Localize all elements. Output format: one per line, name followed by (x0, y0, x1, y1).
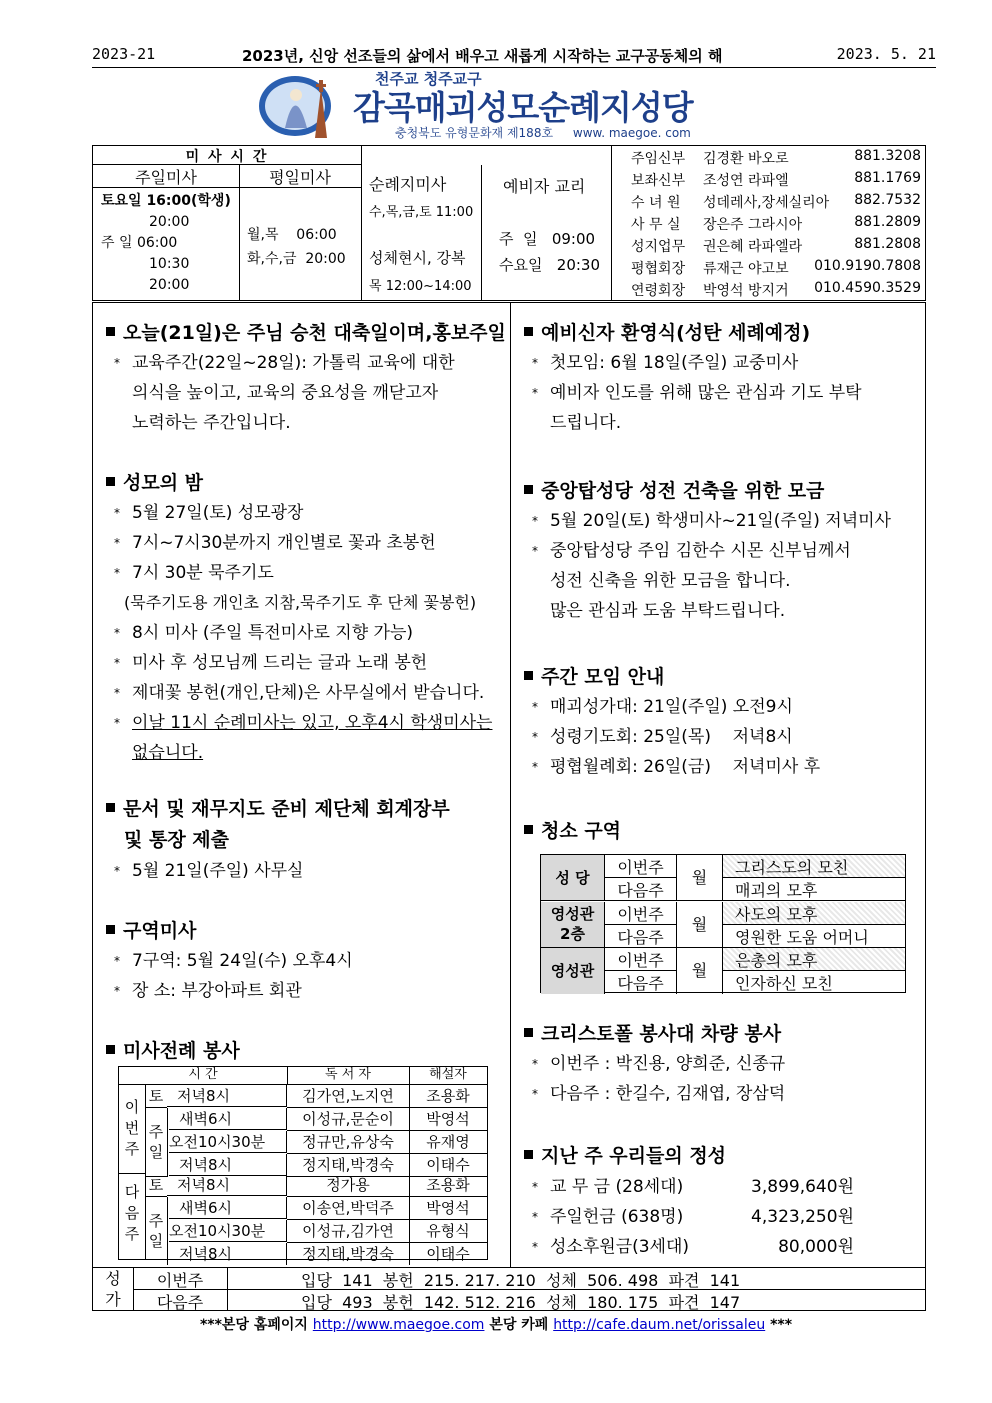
offering-label: 주일헌금 (638명) (550, 1207, 684, 1227)
mary-night-line: * 7시~7시30분까지 개인별로 꽃과 초봉헌 (114, 533, 436, 553)
service-time: 새벽6시 (169, 1197, 287, 1219)
catechumen-welcome-line: * 예비자 인도를 위해 많은 관심과 기도 부탁 (532, 383, 862, 403)
yearly-motto: 2023년, 신앙 선조들의 삶에서 배우고 새롭게 시작하는 교구공동체의 해 (242, 47, 723, 65)
driving-text: 다음주 : 한길수, 김재엽, 장삼덕 (550, 1084, 786, 1104)
offering-amount: 80,000원 (778, 1237, 854, 1257)
cleaning-next-week: 다음주 (605, 878, 677, 901)
staff-role: 연령회장 (631, 283, 686, 299)
staff-role: 보좌신부 (631, 173, 686, 189)
mary-night-line: * 7시 30분 묵주기도 (114, 563, 274, 583)
issue-number: 2023-21 (92, 45, 156, 63)
driving-line: * 이번주 : 박진용, 양희준, 신종규 (532, 1054, 786, 1074)
service-commentator: 박영석 (409, 1108, 487, 1131)
footer-suffix: *** (770, 1317, 793, 1333)
documents-line: * 5월 21일(주일) 사무실 (114, 861, 304, 881)
staff-list (617, 146, 925, 300)
hymn-numbers-line: 입당 141 봉헌 215. 217. 210 성체 506. 498 파견 141 (301, 1271, 741, 1290)
fundraising-title-text: 중앙탑성당 성전 건축을 위한 모금 (541, 480, 825, 502)
offering-amount: 3,899,640원 (751, 1177, 854, 1197)
fundraising-line: 성전 신축을 위한 모금을 합니다. (550, 571, 791, 591)
mary-night-text: 8시 미사 (주일 특전미사로 지향 가능) (132, 623, 414, 643)
fundraising-line: * 5월 20일(토) 학생미사~21일(주일) 저녁미사 (532, 511, 891, 531)
diocese-name: 천주교 청주교구 (375, 70, 482, 88)
next-week-label: 다음주 (124, 1183, 140, 1243)
staff-role: 사 무 실 (631, 217, 681, 233)
service-commentator: 유재영 (409, 1131, 487, 1154)
mary-night-text: 없습니다. (132, 743, 204, 763)
cleaning-title-text: 청소 구역 (541, 820, 622, 842)
service-readers: 이성규,문순이 (287, 1108, 410, 1131)
cleaning-group-next: 영원한 도움 어머니 (723, 925, 905, 948)
cleaning-table (540, 854, 906, 993)
weekly-meetings-title-text: 주간 모임 안내 (541, 666, 665, 688)
service-time: 오전10시30분 (169, 1220, 287, 1242)
footer (0, 1314, 992, 1334)
cafe-link[interactable]: http://cafe.daum.net/orissaleu (553, 1317, 766, 1333)
district-mass-line: * 장 소: 부강아파트 회관 (114, 981, 302, 1001)
driving-line: * 다음주 : 한길수, 김재엽, 장삼덕 (532, 1084, 786, 1104)
offering-row: * 주일헌금 (638명) (532, 1207, 684, 1227)
weekday-line: 화,수,금 20:00 (247, 251, 346, 267)
documents-text: 5월 21일(주일) 사무실 (132, 861, 304, 881)
meeting-line: * 평협월례회: 26일(금) 저녁미사 후 (532, 757, 821, 777)
fundraising-text: 5월 20일(토) 학생미사~21일(주일) 저녁미사 (550, 511, 891, 531)
staff-role: 주임신부 (631, 151, 686, 167)
mary-night-line (132, 738, 203, 768)
section-title-weekly-meetings (524, 662, 664, 689)
issue-header-line (92, 45, 936, 68)
service-time: 저녁8시 (169, 1243, 287, 1265)
cleaning-next-week: 다음주 (605, 971, 677, 994)
mary-night-text: 이날 11시 순례미사는 있고, 오후4시 학생미사는 (132, 713, 493, 733)
district-mass-line: * 7구역: 5월 24일(수) 오후4시 (114, 951, 353, 971)
catechumen-welcome-text: 첫모임: 6월 18일(주일) 교중미사 (550, 353, 799, 373)
cleaning-month-label: 월 (677, 948, 723, 994)
church-logo-icon (255, 68, 350, 140)
cleaning-month-label: 월 (677, 855, 723, 901)
staff-phone: 010.4590.3529 (814, 280, 921, 296)
offerings-title-text: 지난 주 우리들의 정성 (541, 1145, 727, 1167)
mary-night-title-text: 성모의 밤 (123, 472, 204, 494)
mary-night-line: * 이날 11시 순례미사는 있고, 오후4시 학생미사는 (114, 713, 493, 733)
meeting-line: * 성령기도회: 25일(목) 저녁8시 (532, 727, 793, 747)
feast-line: 노력하는 주간입니다. (132, 413, 291, 433)
offering-label: 성소후원금(3세대) (550, 1237, 690, 1257)
driving-text: 이번주 : 박진용, 양희준, 신종규 (550, 1054, 786, 1074)
staff-phone: 881.2809 (854, 214, 921, 230)
service-time: 저녁8시 (167, 1174, 287, 1196)
liturgy-service-title-text: 미사전례 봉사 (123, 1040, 240, 1062)
mary-night-text: 제대꽃 봉헌(개인,단체)은 사무실에서 받습니다. (132, 683, 485, 703)
cleaning-place: 영성관 2층 (541, 902, 605, 948)
hymn-numbers-line: 입당 493 봉헌 142. 512. 216 성체 180. 175 파견 147 (301, 1293, 741, 1312)
section-title-feast (106, 318, 506, 345)
header-reader: 독 서 자 (287, 1067, 410, 1085)
service-readers: 정지태,박경숙 (287, 1243, 410, 1265)
meeting-text: 평협월례회: 26일(금) 저녁미사 후 (550, 757, 821, 777)
offering-row: * 교 무 금 (28세대) (532, 1177, 684, 1197)
homepage-link[interactable]: http://www.maegoe.com (312, 1317, 485, 1333)
feast-text: 교육주간(22일~28일): 가톨릭 교육에 대한 (132, 353, 455, 373)
staff-phone: 881.2808 (854, 236, 921, 252)
staff-name: 성데레사,장세실리아 (703, 195, 830, 211)
sunday-line: 주 일 06:00 (101, 235, 178, 251)
feast-line: * 교육주간(22일~28일): 가톨릭 교육에 대한 (114, 353, 455, 373)
sunday-line: 10:30 (149, 256, 190, 272)
service-time: 새벽6시 (169, 1108, 287, 1130)
sunday-line: 20:00 (149, 277, 190, 293)
district-mass-title-text: 구역미사 (123, 920, 197, 942)
cleaning-this-week: 이번주 (605, 855, 677, 878)
staff-name: 류재근 야고보 (703, 261, 789, 277)
section-title-district-mass (106, 916, 196, 943)
section-title-offerings (524, 1141, 726, 1168)
mary-night-text: (묵주기도용 개인초 지참,묵주기도 후 단체 꽃봉헌) (124, 593, 477, 612)
driving-service-title-text: 크리스토폴 봉사대 차량 봉사 (541, 1023, 782, 1045)
mary-night-line (124, 588, 476, 618)
service-readers: 정규만,유상숙 (287, 1131, 410, 1154)
hymn-week-label: 다음주 (133, 1290, 228, 1310)
liturgy-service-table (118, 1066, 488, 1263)
section-title-mary-night (106, 468, 203, 495)
pilgrim-mass-time: 수,목,금,토 11:00 (369, 205, 474, 220)
issue-date: 2023. 5. 21 (836, 45, 936, 63)
documents-title-second-line: 및 통장 제출 (124, 829, 229, 851)
mary-night-text: 7시 30분 묵주기도 (132, 563, 274, 583)
cleaning-next-week: 다음주 (605, 925, 677, 948)
service-readers: 정가용 (287, 1174, 410, 1197)
weekday-mass-head: 평일미사 (239, 165, 362, 188)
staff-role: 수 녀 원 (631, 195, 681, 211)
offering-label: 교 무 금 (28세대) (550, 1177, 684, 1197)
catechumen-welcome-line: 드립니다. (550, 413, 622, 433)
header-website: www. maegoe. com (572, 126, 691, 140)
section-title-cleaning (524, 816, 621, 843)
fundraising-line: 많은 관심과 도움 부탁드립니다. (550, 601, 786, 621)
staff-phone: 881.1769 (854, 170, 921, 186)
staff-role: 성지업무 (631, 239, 686, 255)
staff-name: 김경환 바오로 (703, 151, 789, 167)
service-readers: 이송연,박덕주 (287, 1197, 410, 1220)
section-title-documents (106, 794, 450, 821)
sunday-mass-head: 주일미사 (93, 165, 240, 188)
sunday-label: 주일 (148, 1212, 164, 1250)
mary-night-line: * 미사 후 성모님께 드리는 글과 노래 봉헌 (114, 653, 428, 673)
staff-name: 권은혜 라파엘라 (703, 239, 803, 255)
fundraising-text: 중앙탑성당 주임 김한수 시몬 신부님께서 (550, 541, 851, 561)
mary-night-text: 5월 27일(토) 성모광장 (132, 503, 304, 523)
saturday-label: 토 (145, 1174, 167, 1197)
cleaning-month-label: 월 (677, 902, 723, 948)
cleaning-group-next: 매괴의 모후 (723, 878, 905, 901)
hymn-numbers-box (92, 1267, 926, 1311)
header-commentator: 해설자 (409, 1067, 487, 1085)
service-commentator: 유형식 (409, 1220, 487, 1243)
service-readers: 정지태,박경숙 (287, 1154, 410, 1177)
staff-phone: 881.3208 (854, 148, 921, 164)
feast-title-text: 오늘(21일)은 주님 승천 대축일이며,홍보주일 (123, 322, 506, 344)
header-time: 시 간 (119, 1067, 288, 1085)
footer-prefix: ***본당 홈페이지 (199, 1317, 308, 1333)
mass-times-box (92, 145, 926, 301)
mary-night-line: * 5월 27일(토) 성모광장 (114, 503, 304, 523)
service-commentator: 이태수 (426, 1245, 470, 1263)
section-title-liturgy-service (106, 1036, 240, 1063)
mary-night-line: * 제대꽃 봉헌(개인,단체)은 사무실에서 받습니다. (114, 683, 485, 703)
hymn-week-label: 이번주 (133, 1268, 228, 1290)
meeting-text: 매괴성가대: 21일(주일) 오전9시 (550, 697, 793, 717)
offering-row: * 성소후원금(3세대) (532, 1237, 690, 1257)
district-mass-text: 장 소: 부강아파트 회관 (132, 981, 302, 1001)
catechumen-head: 예비자 교리 (503, 177, 586, 196)
saturday-label: 토 (145, 1085, 167, 1108)
mary-night-line: * 8시 미사 (주일 특전미사로 지향 가능) (114, 623, 414, 643)
service-commentator: 조용화 (409, 1174, 487, 1197)
column-divider (510, 303, 511, 1267)
mass-times-title: 미 사 시 간 (93, 146, 361, 165)
catechumen-wednesday: 수요일 20:30 (499, 256, 601, 274)
staff-phone: 010.9190.7808 (814, 258, 921, 274)
service-commentator: 이태수 (409, 1154, 487, 1177)
staff-name: 조성연 라파엘 (703, 173, 789, 189)
cleaning-place: 성 당 (541, 855, 605, 901)
catechumen-welcome-line: * 첫모임: 6월 18일(주일) 교중미사 (532, 353, 799, 373)
service-readers: 김가연,노지연 (287, 1085, 410, 1108)
documents-title-text: 문서 및 재무지도 준비 제단체 회계장부 (123, 798, 450, 820)
staff-name: 박영석 방지거 (703, 283, 789, 299)
cleaning-place: 영성관 (541, 948, 605, 994)
service-commentator: 조용화 (409, 1085, 487, 1108)
cleaning-this-week: 이번주 (605, 948, 677, 971)
catechumen-welcome-text: 예비자 인도를 위해 많은 관심과 기도 부탁 (550, 383, 862, 403)
weekday-line: 월,목 06:00 (247, 227, 337, 243)
mary-night-text: 미사 후 성모님께 드리는 글과 노래 봉헌 (132, 653, 428, 673)
district-mass-text: 7구역: 5월 24일(수) 오후4시 (132, 951, 353, 971)
section-title-driving-service (524, 1019, 781, 1046)
this-week-label: 이번주 (124, 1098, 140, 1158)
left-column (106, 318, 506, 345)
hymn-label: 성가 (105, 1269, 121, 1309)
sunday-line: 20:00 (149, 214, 190, 230)
staff-phone: 882.7532 (854, 192, 921, 208)
staff-role: 평협회장 (631, 261, 686, 277)
heritage-label: 충청북도 유형문화재 제188호 (395, 126, 554, 140)
offering-amount: 4,323,250원 (751, 1207, 854, 1227)
staff-name: 장은주 그라시아 (703, 217, 803, 233)
church-name: 감곡매괴성모순례지성당 (353, 88, 693, 127)
mary-night-text: 7시~7시30분까지 개인별로 꽃과 초봉헌 (132, 533, 436, 553)
cleaning-this-week: 이번주 (605, 902, 677, 925)
church-header (255, 68, 775, 143)
feast-line: 의식을 높이고, 교육의 중요성을 깨닫고자 (132, 383, 439, 403)
service-time: 오전10시30분 (169, 1131, 287, 1153)
pilgrim-mass-head: 순례지미사 (369, 175, 447, 194)
meeting-text: 성령기도회: 25일(목) 저녁8시 (550, 727, 793, 747)
sunday-line: 토요일 16:00(학생) (101, 193, 231, 209)
section-title-catechumen-welcome (524, 318, 810, 345)
service-readers: 이성규,김가연 (287, 1220, 410, 1243)
adoration-time: 목 12:00~14:00 (369, 279, 472, 294)
section-title-fundraising (524, 476, 824, 503)
catechumen-welcome-title-text: 예비신자 환영식(성탄 세례예정) (541, 322, 811, 344)
fundraising-line: * 중앙탑성당 주임 김한수 시몬 신부님께서 (532, 541, 851, 561)
adoration-head: 성체현시, 강복 (369, 249, 466, 267)
cleaning-group-this: 은총의 모후 (723, 948, 905, 971)
cleaning-group-next: 인자하신 모친 (735, 974, 833, 993)
service-commentator: 박영석 (409, 1197, 487, 1220)
cleaning-group-this: 그리스도의 모친 (723, 855, 905, 878)
cafe-label: 본당 카페 (489, 1317, 549, 1333)
cleaning-group-this: 사도의 모후 (723, 902, 905, 925)
meeting-line: * 매괴성가대: 21일(주일) 오전9시 (532, 697, 793, 717)
service-time: 저녁8시 (167, 1085, 287, 1107)
sunday-label: 주일 (148, 1123, 164, 1161)
catechumen-sunday: 주 일 09:00 (499, 230, 596, 248)
service-time: 저녁8시 (169, 1154, 287, 1176)
